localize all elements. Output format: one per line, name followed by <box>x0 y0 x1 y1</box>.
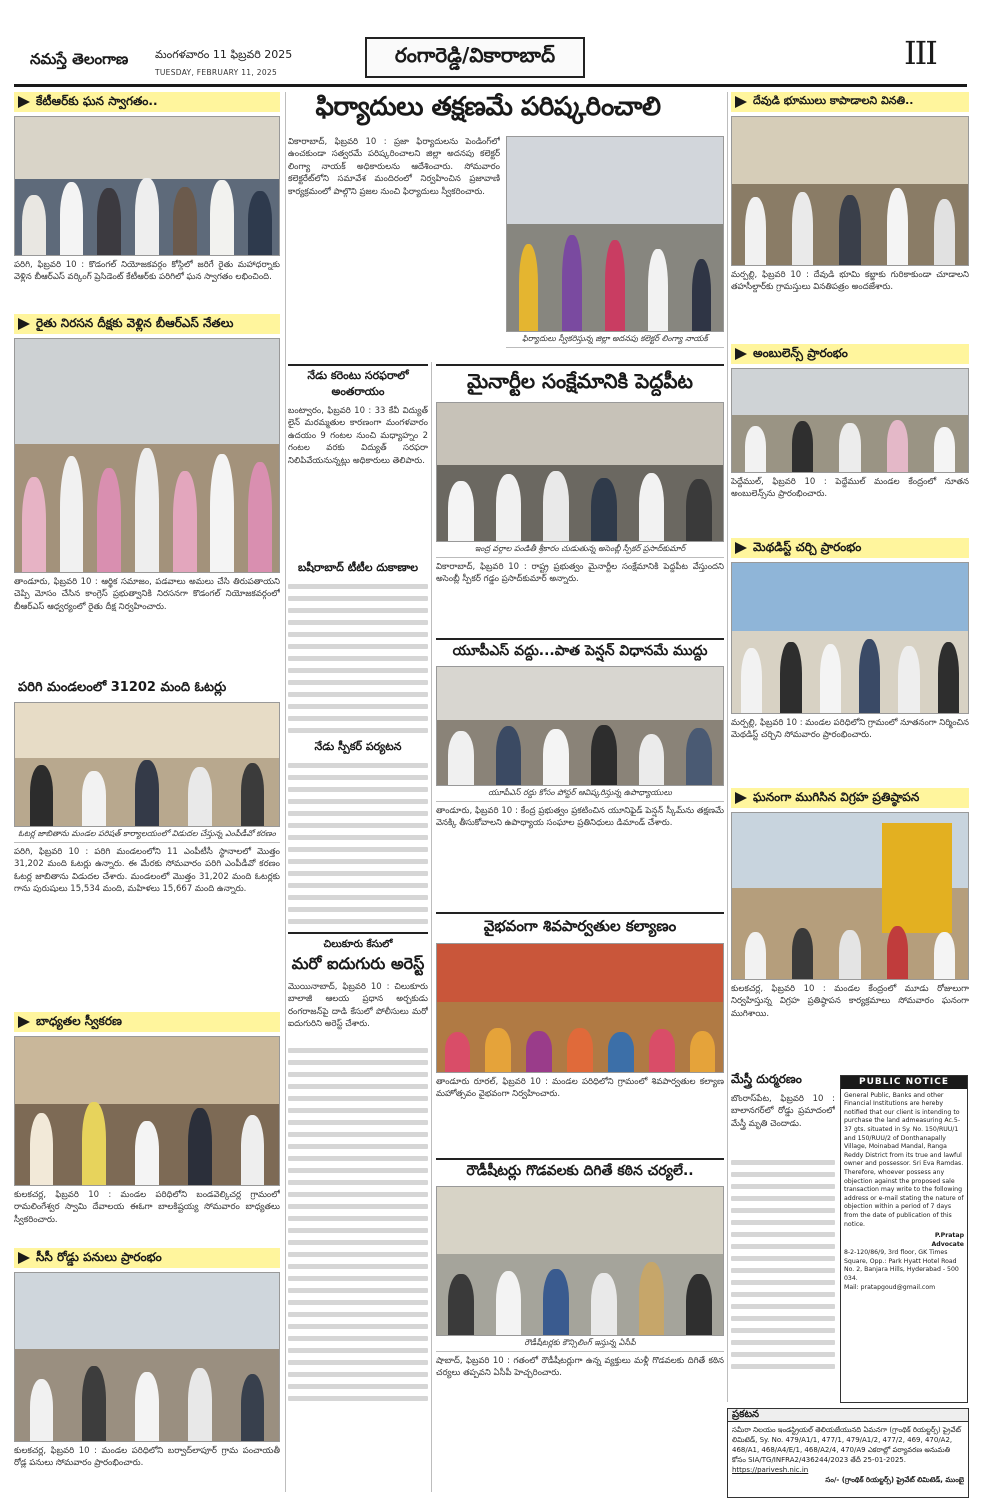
story-kalyanam <box>436 912 724 1154</box>
story-kicker: దేవుడి భూములు కాపాడాలని వినతి.. <box>731 92 969 112</box>
ups-headline: యూపీఎస్ వద్దు...పాత పెన్షన్ విధానమే ముద్దు <box>436 638 724 662</box>
story-kicker: ఘనంగా ముగిసిన విగ్రహ ప్రతిష్ఠాపన <box>731 788 969 808</box>
arrow-icon <box>18 96 30 108</box>
photo-caption: రౌడీషీటర్లకు కౌన్సిలింగ్ ఇస్తున్న ఏసీపీ <box>436 1336 724 1352</box>
notice-address: 8-2-120/86/9, 3rd floor, GK Times Square, Opp.: Park Hyatt Hotel Road No. 2, Banjara Hills, Hyderabad - 500 034. <box>844 1249 959 1283</box>
arrow-icon <box>18 1252 30 1264</box>
story-body: పరిగి, ఫిబ్రవరి 10 : పరిగి మండలంలోని 11 ఎంపీటీసీ స్థానాలలో మొత్తం 31,202 మంది ఓటర్లు ఉన్నారు. ఈ మేరకు సోమవారం పరిగి ఎంపీడీవో కరణం ఓటర్ల జాబితాను విడుదల చేశారు. మండలంలో మొత్తం 31,202 మంది ఓటర్లకు గాను పురుషులు 15,534 మంది, మహిళలు 15,667 మంది ఉన్నారు. <box>14 847 280 895</box>
notice-email: Mail: pratapgoud@gmail.com <box>844 1283 936 1291</box>
speaker-headline: నేడు స్పీకర్ పర్యటన <box>314 740 402 753</box>
story-headline: మేస్త్రీ దుర్మరణం <box>731 1072 802 1086</box>
story-photo <box>436 943 724 1073</box>
story-photo <box>436 1186 724 1336</box>
prakatana-link[interactable]: https://parivesh.nic.in <box>732 1466 809 1474</box>
lead-story-body: వికారాబాద్, ఫిబ్రవరి 10 : ప్రజా ఫిర్యాదులను పెండింగ్‌లో ఉంచకుండా సత్వరమే పరిష్కరించాలని జిల్లా అదనపు కలెక్టర్ లింగ్యా నాయక్ అధికారులను ఆదేశించారు. సోమవారం కలెక్టరేట్‌లోని సమావేశ మందిరంలో నిర్వహించిన ప్రజావాణి కార్యక్రమంలో పాల్గొని ప్రజల నుంచి ఫిర్యాదులు స్వీకరించారు. <box>288 137 500 197</box>
arrow-icon <box>18 318 30 330</box>
story-idol-installation <box>731 788 969 1068</box>
story-body: కులకచర్ల, ఫిబ్రవరి 10 : మండల పరిధిలోని బర్వాద్‌లాపూర్ గ్రామ పంచాయతీ రోడ్ల పనులు సోమవారం ప్రారంభించారు. <box>14 1446 280 1469</box>
column-divider <box>727 92 728 1402</box>
notice-signer: P.Pratap <box>934 1232 964 1240</box>
advertisement-notice <box>727 1408 969 1498</box>
arrow-icon <box>735 792 747 804</box>
public-notice <box>840 1075 968 1403</box>
story-photo <box>14 338 280 573</box>
date-english: TUESDAY, FEBRUARY 11, 2025 <box>155 68 278 77</box>
date-telugu: మంగళవారం 11 ఫిబ్రవరి 2025 <box>155 48 293 61</box>
story-photo <box>731 812 969 980</box>
minority-headline: మైనార్టీల సంక్షేమానికి పెద్దపీట <box>436 364 724 398</box>
lead-headline: ఫిర్యాదులు తక్షణమే పరిష్కరించాలి <box>315 92 661 122</box>
prakatana-sign: సం/- (గ్రాంథిక్ రియల్టర్స్) ప్రైవేట్ లిమిటెడ్, ముంబై <box>825 1476 964 1484</box>
notice-role: Advocate <box>931 1240 964 1248</box>
story-body: బొంరాస్‌పేట, ఫిబ్రవరి 10 : బాలానగర్‌లో రోడ్డు ప్రమాదంలో మేస్త్రీ మృతి చెందాడు. <box>731 1094 835 1129</box>
text-block <box>288 1048 428 1401</box>
story-mason-death <box>731 1072 835 1406</box>
notice-title: PUBLIC NOTICE <box>841 1076 967 1089</box>
text-block <box>288 763 428 924</box>
story-body: మర్పల్లి, ఫిబ్రవరి 10 : దేవుడి భూమి కబ్జాకు గురికాకుండా చూడాలని తహసీల్దార్‌కు గ్రామస్తులు వినతిపత్రం అందజేశారు. <box>731 270 969 293</box>
story-photo <box>436 402 724 542</box>
photo-caption: ఫిర్యాదులు స్వీకరిస్తున్న జిల్లా అదనపు కలెక్టర్ లింగ్యా నాయక్ <box>506 332 724 348</box>
rowdy-headline: రౌడీషీటర్లు గొడవలకు దిగితే కఠిన చర్యలే.. <box>436 1158 724 1182</box>
story-photo <box>506 136 724 332</box>
story-body: కులకచర్ల, ఫిబ్రవరి 10 : మండల కేంద్రంలో మూడు రోజులుగా నిర్వహిస్తున్న విగ్రహ ప్రతిష్ఠాపన కార్యక్రమాలు సోమవారం ఘనంగా ముగిశాయి. <box>731 984 969 1019</box>
photo-caption: యూపీఎస్ రద్దు కోసం పోస్టర్ ఆవిష్కరిస్తున్న ఉపాధ్యాయులు <box>436 786 724 802</box>
story-body: పెద్దేముల్, ఫిబ్రవరి 10 : పెద్దేముల్ మండల కేంద్రంలో నూతన అంబులెన్స్‌ను ప్రారంభించారు. <box>731 477 969 500</box>
arrow-icon <box>735 542 747 554</box>
story-minority-welfare <box>436 364 724 634</box>
prakatana-body: సమీరా నిలయం ఇండస్ట్రియల్ తెలియజేయునది ఏమనగా (గ్రాంథిక్ రియల్టర్స్) ప్రైవేట్ లిమిటెడ్, Sy. No. 479/A1/1, 477/1, 479/A1/2, 477/2, 469, 470/A2, 468/A1, 468/A4/E/1, 468/A2/4, 470/A9 ఎకరాల్లో పర్యావరణ అనుమతి కోసం SIA/TG/INFRA2/436244/2023 తేదీ 25-01-2025. <box>732 1426 962 1464</box>
story-cc-road <box>14 1248 280 1494</box>
arrow-icon <box>18 1016 30 1028</box>
column-divider <box>285 92 286 1492</box>
story-responsibility <box>14 1012 280 1244</box>
photo-caption: ఇంద్ర వర్గాల పండితీ శ్రీకారం చుడుతున్న అసెంబ్లీ స్పీకర్ ప్రసాద్‌కుమార్ <box>436 542 724 558</box>
story-farmer-protest <box>14 314 280 674</box>
shop-headline: బషీరాబాద్ టీటీల దుకాణాల <box>297 561 419 574</box>
story-temple-lands <box>731 92 969 340</box>
text-block <box>731 1160 835 1369</box>
prakatana-title: ప్రకటన <box>728 1409 968 1422</box>
power-headline: నేడు కరెంటు సరఫరాలో అంతరాయం <box>288 364 428 401</box>
story-body: షాబాద్, ఫిబ్రవరి 10 : గతంలో రౌడీషీటర్లుగా ఉన్న వ్యక్తులు మళ్లీ గొడవలకు దిగితే కఠిన చర్యలు తప్పవని ఏసీపీ హెచ్చరించారు. <box>436 1356 724 1379</box>
arrow-icon <box>735 96 747 108</box>
story-body: తాండూరు రూరల్, ఫిబ్రవరి 10 : మండల పరిధిలోని గ్రామంలో శివపార్వతుల కల్యాణ మహోత్సవం వైభవంగా నిర్వహించారు. <box>436 1077 724 1100</box>
text-block <box>288 584 428 733</box>
story-kicker: కేటీఆర్‌కు ఘన స్వాగతం.. <box>14 92 280 112</box>
story-rowdy-sheeters <box>436 1158 724 1492</box>
power-body: బంట్వారం, ఫిబ్రవరి 10 : 33 కేవీ విద్యుత్ లైన్ మరమ్మతుల కారణంగా మంగళవారం ఉదయం 9 గంటల నుంచి మధ్యాహ్నం 2 గంటల వరకు విద్యుత్ సరఫరా నిలిపివేయనున్నట్లు అధికారులు తెలిపారు. <box>288 406 428 466</box>
newspaper-brand: నమస్తే తెలంగాణ <box>30 50 129 68</box>
notice-body: General Public, Banks and other Financial Institutions are hereby notified that our client is intending to purchase the land admeasuring Ac.5-37 gts. situated in Sy. No. 150/RUU/1 and 150/RUU/2 of Donthanapally Village, Moinabad Mandal, Ranga Reddy District from its true and lawful owner and possessor. Sri Eva Ramdas. Therefore, whoever possess any objection against the proposed sale transaction may write to the following address or e-mail stating the nature of objection within a period of 7 days from the date of publication of this notice. <box>844 1091 964 1228</box>
story-body: కులకచర్ల, ఫిబ్రవరి 10 : మండల పరిధిలోని బండవెల్కిచర్ల గ్రామంలో రామలింగేశ్వర స్వామి దేవాలయ ఈఓగా బాలకిష్టయ్య సోమవారం బాధ్యతలు స్వీకరించారు. <box>14 1190 280 1225</box>
story-kicker: సీసీ రోడ్డు పనులు ప్రారంభం <box>14 1248 280 1268</box>
masthead <box>0 0 981 84</box>
story-ups <box>436 638 724 906</box>
story-body: తాండూరు, ఫిబ్రవరి 10 : ఆర్థిక సమాజం, పడవాలు అమలు చేసి తిరుపతాయని చెప్పి మోసం చేసిన కాంగ్రెస్ ప్రభుత్వానికి నిరసనగా కొడంగల్ నియోజకవర్గంలో బీఆర్‌ఎస్ ఆధ్వర్యంలో రైతు దీక్ష నిర్వహించారు. <box>14 577 280 612</box>
story-kicker: మెథడిస్ట్ చర్చి ప్రారంభం <box>731 538 969 558</box>
page-number: III <box>904 34 936 72</box>
story-ambulance <box>731 344 969 534</box>
story-photo <box>436 666 724 786</box>
story-kicker: అంబులెన్స్ ప్రారంభం <box>731 344 969 364</box>
story-body: మర్పల్లి, ఫిబ్రవరి 10 : మండల పరిధిలోని గ్రామంలో నూతనంగా నిర్మించిన మెథడిస్ట్ చర్చిని సోమవారం ప్రారంభించారు. <box>731 718 969 741</box>
story-ktr-welcome <box>14 92 280 308</box>
story-headline: పరిగి మండలంలో 31202 మంది ఓటర్లు <box>18 680 227 695</box>
story-photo <box>731 116 969 266</box>
story-photo <box>14 1272 280 1442</box>
story-photo <box>14 116 280 256</box>
story-photo <box>731 368 969 473</box>
story-methodist-church <box>731 538 969 784</box>
photo-caption: ఓటర్ల జాబితాను మండల పరిషత్ కార్యాలయంలో విడుదల చేస్తున్న ఎంపీడీవో కరణం <box>14 827 280 843</box>
story-kicker: రైతు నిరసన దీక్షకు వెళ్లిన బీఆర్‌ఎస్ నేతలు <box>14 314 280 334</box>
arrest-body: మొయినాబాద్, ఫిబ్రవరి 10 : చిలుకూరు బాలాజీ ఆలయ ప్రధాన అర్చకుడు రంగరాజన్‌పై దాడి కేసులో పోలీసులు మరో ఐదుగురిని అరెస్ట్ చేశారు. <box>288 982 428 1030</box>
story-photo <box>14 702 280 827</box>
kalyanam-headline: వైభవంగా శివపార్వతుల కల్యాణం <box>436 912 724 939</box>
column-divider <box>431 362 432 1492</box>
lead-story-photo <box>506 136 724 360</box>
story-kicker: బాధ్యతల స్వీకరణ <box>14 1012 280 1032</box>
story-photo <box>14 1036 280 1186</box>
story-photo <box>731 562 969 714</box>
arrest-headline: మరో ఐదుగురు అరెస్ట్ <box>291 954 425 973</box>
story-body: వికారాబాద్, ఫిబ్రవరి 10 : రాష్ట్ర ప్రభుత్వం మైనార్టీల సంక్షేమానికి పెద్దపీట వేస్తుందని అసెంబ్లీ స్పీకర్ గడ్డం ప్రసాద్‌కుమార్ అన్నారు. <box>436 562 724 585</box>
arrest-kicker: చిలుకూరు కేసులో <box>288 932 428 952</box>
arrow-icon <box>735 348 747 360</box>
masthead-rule <box>14 84 967 87</box>
story-body: తాండూరు, ఫిబ్రవరి 10 : కేంద్ర ప్రభుత్వం ప్రకటించిన యూనిఫైడ్ పెన్షన్ స్కీమ్‌ను తక్షణమే వెనక్కి తీసుకోవాలని ఉపాధ్యాయ సంఘాల ప్రతినిధులు డిమాండ్ చేశారు. <box>436 806 724 829</box>
story-body: పరిగి, ఫిబ్రవరి 10 : కొడంగల్ నియోజకవర్గం కోస్గిలో జరిగే రైతు మహాధర్నాకు వెళ్లిన బీఆర్‌ఎస్ వర్కింగ్ ప్రెసిడెంట్ కేటీఆర్‌కు పరిగిలో ఘన స్వాగతం లభించింది. <box>14 260 280 283</box>
story-voters <box>14 680 280 1010</box>
center-narrow-column <box>288 364 428 1492</box>
section-title: రంగారెడ్డి/వికారాబాద్ <box>365 37 585 78</box>
